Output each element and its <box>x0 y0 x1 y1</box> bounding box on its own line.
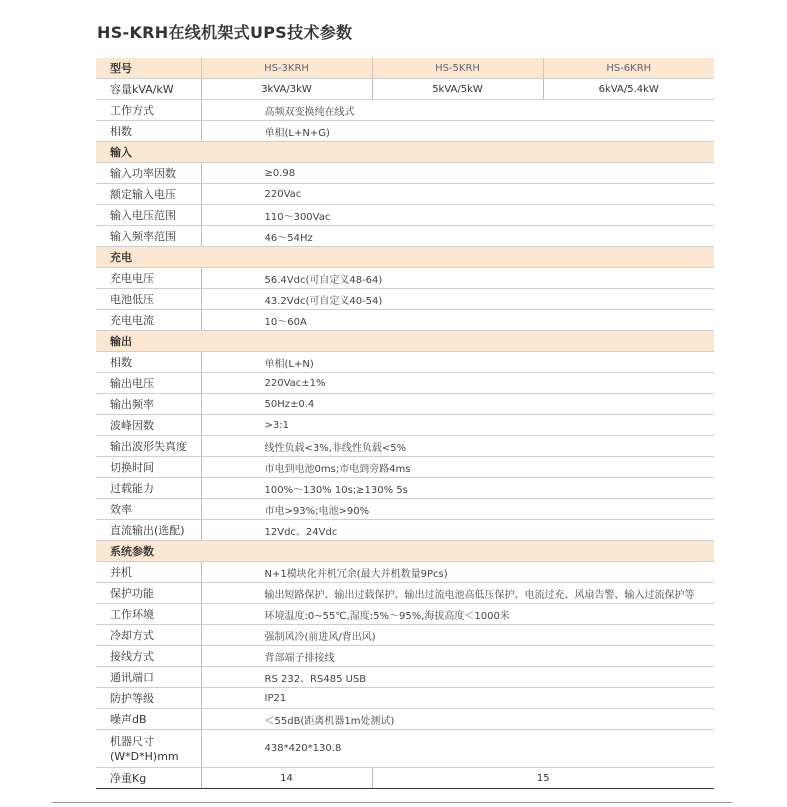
section-title: 系统参数 <box>96 541 714 562</box>
model-name: HS-3KRH <box>201 58 372 79</box>
spec-label: 电池低压 <box>96 289 201 310</box>
spec-label: 噪声dB <box>96 709 201 730</box>
spec-row <box>96 352 714 373</box>
spec-label: 输出电压 <box>96 373 201 394</box>
spec-row <box>96 310 714 331</box>
spec-row <box>96 478 714 499</box>
spec-value: 220Vac <box>201 184 714 205</box>
spec-table <box>96 58 714 789</box>
bottom-divider <box>52 802 732 803</box>
spec-label: 输入电压范围 <box>96 205 201 226</box>
weight-value: 15 <box>372 768 714 789</box>
spec-row-dimension <box>96 730 714 768</box>
section-title: 充电 <box>96 247 714 268</box>
capacity-value: 3kVA/3kW <box>201 79 372 100</box>
model-name: HS-5KRH <box>372 58 543 79</box>
spec-label: 波峰因数 <box>96 415 201 436</box>
spec-row <box>96 457 714 478</box>
weight-value: 14 <box>201 768 372 789</box>
spec-value: 市电>93%;电池>90% <box>201 499 714 520</box>
spec-label: 输入频率范围 <box>96 226 201 247</box>
spec-value: ＜55dB(距离机器1m处测试) <box>201 709 714 730</box>
spec-value: 56.4Vdc(可自定义48-64) <box>201 268 714 289</box>
spec-value: RS 232、RS485 USB <box>201 667 714 688</box>
spec-label: 直流输出(选配) <box>96 520 201 541</box>
model-label: 型号 <box>96 58 201 79</box>
spec-row <box>96 121 714 142</box>
spec-label: 并机 <box>96 562 201 583</box>
spec-row <box>96 562 714 583</box>
spec-row <box>96 709 714 730</box>
spec-label: 净重Kg <box>96 768 201 789</box>
spec-value: 12Vdc、24Vdc <box>201 520 714 541</box>
spec-row <box>96 625 714 646</box>
spec-row <box>96 436 714 457</box>
spec-label <box>96 730 201 768</box>
spec-row <box>96 163 714 184</box>
spec-row <box>96 415 714 436</box>
spec-value: 市电到电池0ms;市电到旁路4ms <box>201 457 714 478</box>
spec-value: 110～300Vac <box>201 205 714 226</box>
dimension-label-line2: (W*D*H)mm <box>110 749 179 763</box>
spec-label: 工作环境 <box>96 604 201 625</box>
spec-label: 工作方式 <box>96 100 201 121</box>
spec-row <box>96 499 714 520</box>
spec-label: 冷却方式 <box>96 625 201 646</box>
spec-label: 接线方式 <box>96 646 201 667</box>
section-header-input <box>96 142 714 163</box>
section-header-charge <box>96 247 714 268</box>
spec-row <box>96 79 714 100</box>
spec-value: 输出短路保护、输出过载保护、输出过流电池高低压保护、电流过充、风扇告警、输入过流保护等 <box>201 583 714 604</box>
spec-label: 充电电流 <box>96 310 201 331</box>
spec-value: 10～60A <box>201 310 714 331</box>
spec-label: 输出频率 <box>96 394 201 415</box>
spec-label: 相数 <box>96 121 201 142</box>
spec-row <box>96 583 714 604</box>
spec-value: 43.2Vdc(可自定义40-54) <box>201 289 714 310</box>
spec-value: 环境温度:0~55℃,湿度:5%～95%,海拔高度＜1000米 <box>201 604 714 625</box>
spec-value: ≥0.98 <box>201 163 714 184</box>
spec-row <box>96 667 714 688</box>
section-title: 输出 <box>96 331 714 352</box>
spec-value: 线性负载<3%,非线性负载<5% <box>201 436 714 457</box>
spec-value: 单相(L+N+G) <box>201 121 714 142</box>
model-name: HS-6KRH <box>543 58 714 79</box>
spec-row <box>96 226 714 247</box>
spec-value: 220Vac±1% <box>201 373 714 394</box>
capacity-value: 6kVA/5.4kW <box>543 79 714 100</box>
spec-row <box>96 205 714 226</box>
section-header-output <box>96 331 714 352</box>
page-title: HS-KRH在线机架式UPS技术参数 <box>97 23 353 42</box>
spec-row <box>96 373 714 394</box>
spec-row <box>96 100 714 121</box>
spec-label: 相数 <box>96 352 201 373</box>
spec-row <box>96 268 714 289</box>
spec-label: 容量kVA/kW <box>96 79 201 100</box>
spec-row <box>96 520 714 541</box>
spec-label: 通讯端口 <box>96 667 201 688</box>
spec-label: 充电电压 <box>96 268 201 289</box>
spec-value: IP21 <box>201 688 714 709</box>
spec-value: 438*420*130.8 <box>201 730 714 768</box>
spec-label: 防护等级 <box>96 688 201 709</box>
spec-value: 强制风冷(前进风/背出风) <box>201 625 714 646</box>
spec-value: N+1模块化并机冗余(最大并机数量9Pcs) <box>201 562 714 583</box>
dimension-label-line1: 机器尺寸 <box>110 734 154 748</box>
capacity-value: 5kVA/5kW <box>372 79 543 100</box>
spec-label: 额定输入电压 <box>96 184 201 205</box>
section-title: 输入 <box>96 142 714 163</box>
spec-value: 高频双变换纯在线式 <box>201 100 714 121</box>
spec-label: 过载能力 <box>96 478 201 499</box>
spec-value: 46～54Hz <box>201 226 714 247</box>
spec-value: 50Hz±0.4 <box>201 394 714 415</box>
spec-label: 保护功能 <box>96 583 201 604</box>
spec-label: 效率 <box>96 499 201 520</box>
spec-row-weight <box>96 768 714 789</box>
model-header-row <box>96 58 714 79</box>
spec-row <box>96 184 714 205</box>
spec-row <box>96 604 714 625</box>
spec-row <box>96 394 714 415</box>
spec-row <box>96 289 714 310</box>
spec-value: 单相(L+N) <box>201 352 714 373</box>
spec-label: 切换时间 <box>96 457 201 478</box>
spec-value: 背部端子排接线 <box>201 646 714 667</box>
spec-label: 输入功率因数 <box>96 163 201 184</box>
spec-row <box>96 688 714 709</box>
spec-label: 输出波形失真度 <box>96 436 201 457</box>
spec-value: 100%～130% 10s;≥130% 5s <box>201 478 714 499</box>
spec-value: >3:1 <box>201 415 714 436</box>
section-header-system <box>96 541 714 562</box>
spec-row <box>96 646 714 667</box>
